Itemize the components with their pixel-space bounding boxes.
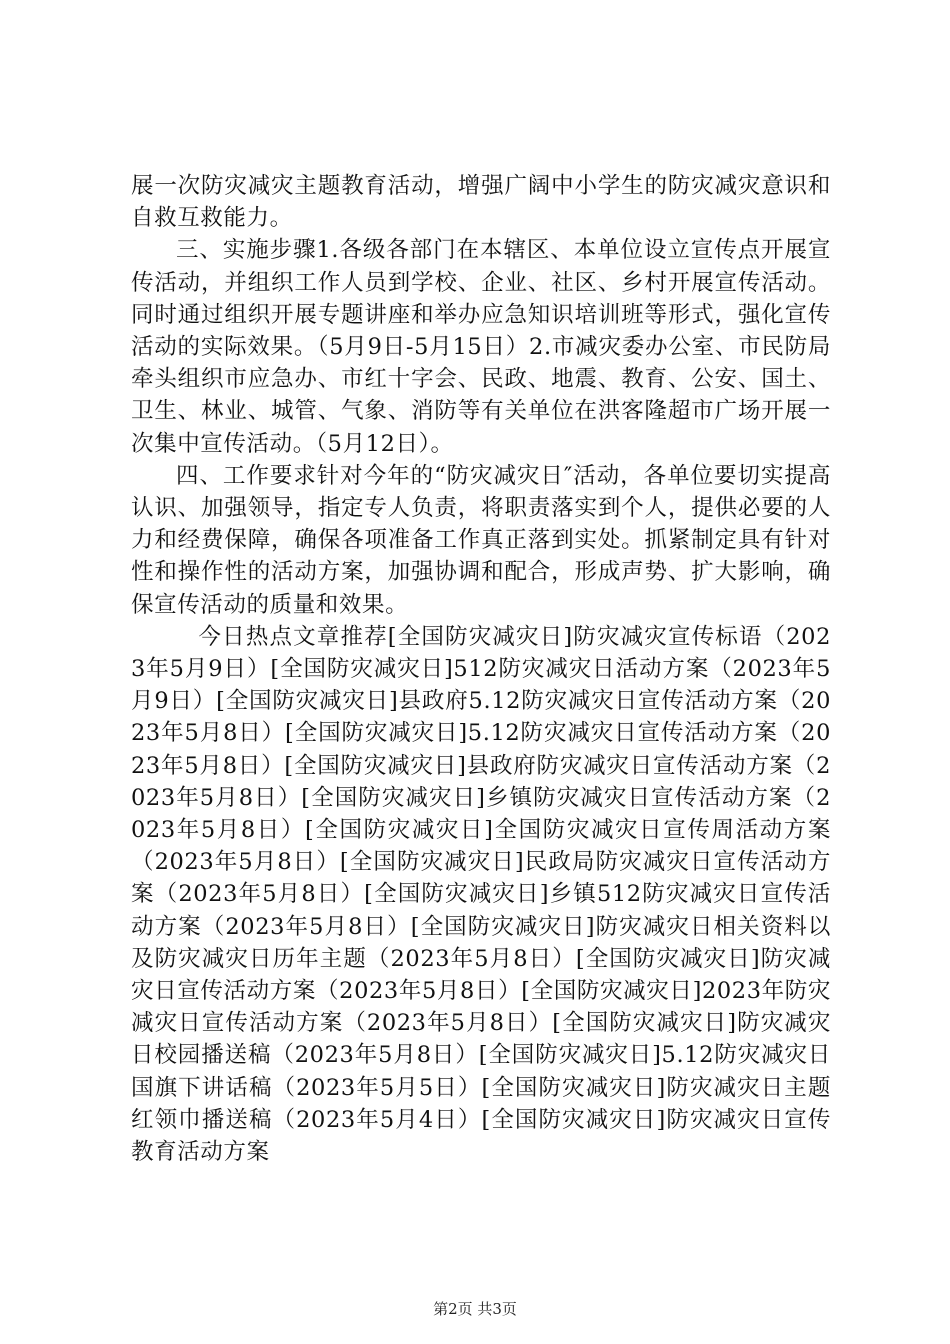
paragraph-implementation-steps: 三、实施步骤1.各级各部门在本辖区、本单位设立宣传点开展宣传活动，并组织工作人员到学校、企业、社区、乡村开展宣传活动。同时通过组织开展专题讲座和举办应急知识培训班等形式，强化宣传活动的实际效果。（5月9日-5月15日）2.市减灾委办公室、市民防局牵头组织市应急办、市红十字会、民政、地震、教育、公安、国土、卫生、林业、城管、气象、消防等有关单位在洪客隆超市广场开展一次集中宣传活动。（5月12日）。: [131, 237, 831, 457]
paragraph-continuation: 展一次防灾减灾主题教育活动，增强广阔中小学生的防灾减灾意识和自救互救能力。: [131, 173, 831, 232]
document-body: [131, 170, 831, 1168]
page-footer: 第2页 共3页: [433, 1300, 517, 1318]
paragraph-work-requirements: 四、工作要求针对今年的“防灾减灾日″活动，各单位要切实提高认识、加强领导，指定专人负责，将职责落实到个人，提供必要的人力和经费保障，确保各项准备工作真正落到实处。抓紧制定具有针对性和操作性的活动方案，加强协调和配合，形成声势、扩大影响，确保宣传活动的质量和效果。: [131, 462, 831, 618]
paragraph-recommended-articles: 今日热点文章推荐[全国防灾减灾日]防灾减灾宣传标语（2023年5月9日）[全国防灾减灾日]512防灾减灾日活动方案（2023年5月9日）[全国防灾减灾日]县政府5.12防灾减灾日宣传活动方案（2023年5月8日）[全国防灾减灾日]5.12防灾减灾日宣传活动方案（2023年5月8日）[全国防灾减灾日]县政府防灾减灾日宣传活动方案（2023年5月8日）[全国防灾减灾日]乡镇防灾减灾日宣传活动方案（2023年5月8日）[全国防灾减灾日]全国防灾减灾日宣传周活动方案（2023年5月8日）[全国防灾减灾日]民政局防灾减灾日宣传活动方案（2023年5月8日）[全国防灾减灾日]乡镇512防灾减灾日宣传活动方案（2023年5月8日）[全国防灾减灾日]防灾减灾日相关资料以及防灾减灾日历年主题（2023年5月8日）[全国防灾减灾日]防灾减灾日宣传活动方案（2023年5月8日）[全国防灾减灾日]2023年防灾减灾日宣传活动方案（2023年5月8日）[全国防灾减灾日]防灾减灾日校园播送稿（2023年5月8日）[全国防灾减灾日]5.12防灾减灾日国旗下讲话稿（2023年5月5日）[全国防灾减灾日]防灾减灾日主题红领巾播送稿（2023年5月4日）[全国防灾减灾日]防灾减灾日宣传教育活动方案: [131, 623, 831, 1166]
